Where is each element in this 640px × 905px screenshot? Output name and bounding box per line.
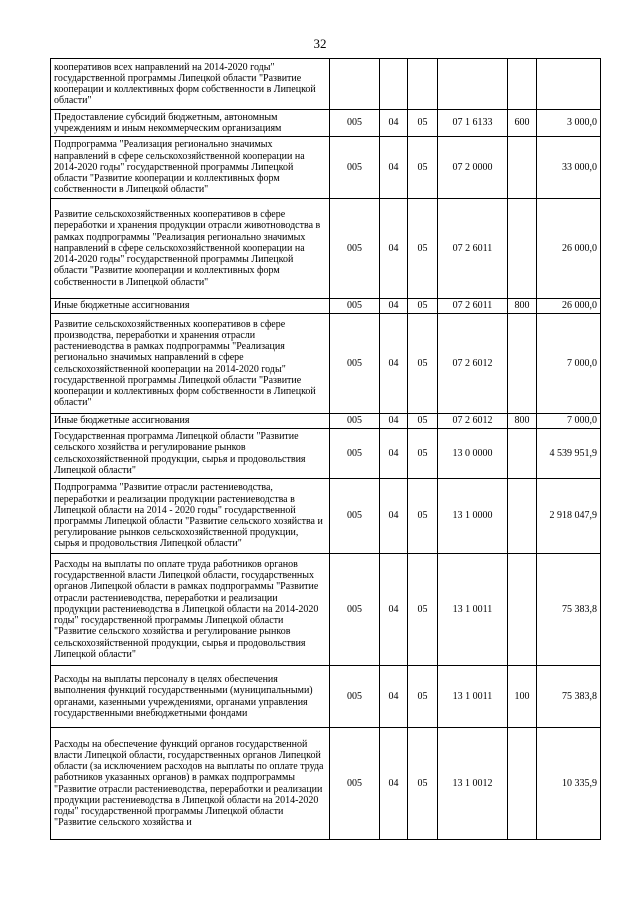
row-amount: 26 000,0 xyxy=(537,299,601,314)
row-amount: 26 000,0 xyxy=(537,199,601,299)
row-section-code: 04 xyxy=(380,414,408,429)
row-section-code: 04 xyxy=(380,728,408,840)
row-subsection-code: 05 xyxy=(408,314,438,414)
table-row xyxy=(51,199,601,299)
row-amount: 75 383,8 xyxy=(537,666,601,728)
row-target-article: 13 0 0000 xyxy=(438,429,508,479)
budget-table-body xyxy=(51,59,601,840)
row-description: кооперативов всех направлений на 2014-2020 годы" государственной программы Липецкой области "Развитие кооперации и коллективных форм собственности в Липецкой области" xyxy=(51,59,330,110)
row-ministry-code: 005 xyxy=(330,314,380,414)
row-section-code: 04 xyxy=(380,666,408,728)
row-expense-type: 800 xyxy=(508,414,537,429)
row-expense-type: 600 xyxy=(508,110,537,137)
row-amount: 33 000,0 xyxy=(537,137,601,199)
row-subsection-code: 05 xyxy=(408,199,438,299)
row-expense-type xyxy=(508,137,537,199)
row-ministry-code: 005 xyxy=(330,666,380,728)
row-ministry-code xyxy=(330,59,380,110)
row-amount: 4 539 951,9 xyxy=(537,429,601,479)
row-subsection-code: 05 xyxy=(408,554,438,666)
row-description: Государственная программа Липецкой области "Развитие сельского хозяйства и регулирование рынков сельскохозяйственной продукции, сырья и продовольствия Липецкой области" xyxy=(51,429,330,479)
row-description: Предоставление субсидий бюджетным, автономным учреждениям и иным некоммерческим организациям xyxy=(51,110,330,137)
row-target-article: 13 1 0011 xyxy=(438,554,508,666)
row-subsection-code: 05 xyxy=(408,429,438,479)
row-target-article: 07 2 6012 xyxy=(438,314,508,414)
row-ministry-code: 005 xyxy=(330,479,380,554)
row-description: Развитие сельскохозяйственных кооперативов в сфере производства, переработки и хранения отрасли растениеводства в рамках подпрограммы "Реализация регионально значимых направлений в сфере сельскохозяйственной кооперации на 2014-2020 годы" государственной программы Липецкой области "Развитие кооперации и коллективных форм собственности в Липецкой области" xyxy=(51,314,330,414)
row-section-code: 04 xyxy=(380,314,408,414)
row-section-code: 04 xyxy=(380,110,408,137)
row-ministry-code: 005 xyxy=(330,110,380,137)
table-row xyxy=(51,479,601,554)
row-ministry-code: 005 xyxy=(330,199,380,299)
row-section-code: 04 xyxy=(380,429,408,479)
row-amount: 2 918 047,9 xyxy=(537,479,601,554)
page-number: 32 xyxy=(313,36,327,51)
row-expense-type: 800 xyxy=(508,299,537,314)
table-row xyxy=(51,728,601,840)
budget-table xyxy=(50,58,601,840)
row-subsection-code: 05 xyxy=(408,414,438,429)
row-amount: 7 000,0 xyxy=(537,314,601,414)
row-section-code: 04 xyxy=(380,137,408,199)
row-description: Иные бюджетные ассигнования xyxy=(51,414,330,429)
row-section-code: 04 xyxy=(380,554,408,666)
row-amount: 3 000,0 xyxy=(537,110,601,137)
table-row xyxy=(51,554,601,666)
row-section-code xyxy=(380,59,408,110)
table-row xyxy=(51,314,601,414)
row-subsection-code: 05 xyxy=(408,728,438,840)
row-description: Развитие сельскохозяйственных кооперативов в сфере переработки и хранения продукции отрасли животноводства в рамках подпрограммы "Реализация регионально значимых направлений в сфере сельскохозяйственной кооперации на 2014-2020 годы" государственной программы Липецкой области "Развитие кооперации и коллективных форм собственности в Липецкой области" xyxy=(51,199,330,299)
row-target-article: 13 1 0012 xyxy=(438,728,508,840)
row-subsection-code: 05 xyxy=(408,137,438,199)
row-ministry-code: 005 xyxy=(330,728,380,840)
row-ministry-code: 005 xyxy=(330,554,380,666)
row-ministry-code: 005 xyxy=(330,299,380,314)
row-expense-type xyxy=(508,479,537,554)
table-row xyxy=(51,299,601,314)
row-ministry-code: 005 xyxy=(330,137,380,199)
row-description: Расходы на выплаты персоналу в целях обеспечения выполнения функций государственными (муниципальными) органами, казенными учреждениями, органами управления государственными внебюджетными фондами xyxy=(51,666,330,728)
row-subsection-code: 05 xyxy=(408,110,438,137)
row-ministry-code: 005 xyxy=(330,414,380,429)
row-amount: 10 335,9 xyxy=(537,728,601,840)
table-row xyxy=(51,137,601,199)
row-expense-type xyxy=(508,728,537,840)
row-subsection-code: 05 xyxy=(408,666,438,728)
row-amount: 7 000,0 xyxy=(537,414,601,429)
table-row xyxy=(51,666,601,728)
row-amount xyxy=(537,59,601,110)
row-description: Расходы на выплаты по оплате труда работников органов государственной власти Липецкой области, государственных органов Липецкой области в рамках подпрограммы "Развитие отрасли растениеводства, переработки и реализации продукции растениеводства в Липецкой области на 2014-2020 годы" государственной программы Липецкой области "Развитие сельского хозяйства и регулирование рынков сельскохозяйственной продукции, сырья и продовольствия Липецкой области" xyxy=(51,554,330,666)
table-row xyxy=(51,414,601,429)
row-target-article: 07 2 6011 xyxy=(438,199,508,299)
row-amount: 75 383,8 xyxy=(537,554,601,666)
row-target-article: 07 2 6012 xyxy=(438,414,508,429)
row-expense-type xyxy=(508,429,537,479)
row-target-article: 07 2 0000 xyxy=(438,137,508,199)
row-section-code: 04 xyxy=(380,199,408,299)
row-target-article: 13 1 0000 xyxy=(438,479,508,554)
table-row xyxy=(51,110,601,137)
row-target-article: 07 2 6011 xyxy=(438,299,508,314)
row-description: Расходы на обеспечение функций органов государственной власти Липецкой области, государственных органов Липецкой области (за исключением расходов на выплаты по оплате труда работников указанных органов) в рамках подпрограммы "Развитие отрасли растениеводства, переработки и реализации продукции растениеводства в Липецкой области на 2014-2020 годы" государственной программы Липецкой области "Развитие сельского хозяйства и xyxy=(51,728,330,840)
row-expense-type xyxy=(508,59,537,110)
row-target-article: 13 1 0011 xyxy=(438,666,508,728)
row-subsection-code xyxy=(408,59,438,110)
table-row xyxy=(51,429,601,479)
row-section-code: 04 xyxy=(380,299,408,314)
row-expense-type xyxy=(508,554,537,666)
row-subsection-code: 05 xyxy=(408,479,438,554)
row-ministry-code: 005 xyxy=(330,429,380,479)
row-description: Иные бюджетные ассигнования xyxy=(51,299,330,314)
row-description: Подпрограмма "Развитие отрасли растениеводства, переработки и реализации продукции растениеводства в Липецкой области на 2014 - 2020 годы" государственной программы Липецкой области "Развитие сельского хозяйства и регулирование рынков сельскохозяйственной продукции, сырья и продовольствия Липецкой области" xyxy=(51,479,330,554)
row-subsection-code: 05 xyxy=(408,299,438,314)
row-target-article xyxy=(438,59,508,110)
row-target-article: 07 1 6133 xyxy=(438,110,508,137)
row-expense-type xyxy=(508,199,537,299)
table-row xyxy=(51,59,601,110)
row-expense-type: 100 xyxy=(508,666,537,728)
row-description: Подпрограмма "Реализация регионально значимых направлений в сфере сельскохозяйственной кооперации на 2014-2020 годы" государственной программы Липецкой области "Развитие кооперации и коллективных форм собственности в Липецкой области" xyxy=(51,137,330,199)
row-section-code: 04 xyxy=(380,479,408,554)
row-expense-type xyxy=(508,314,537,414)
